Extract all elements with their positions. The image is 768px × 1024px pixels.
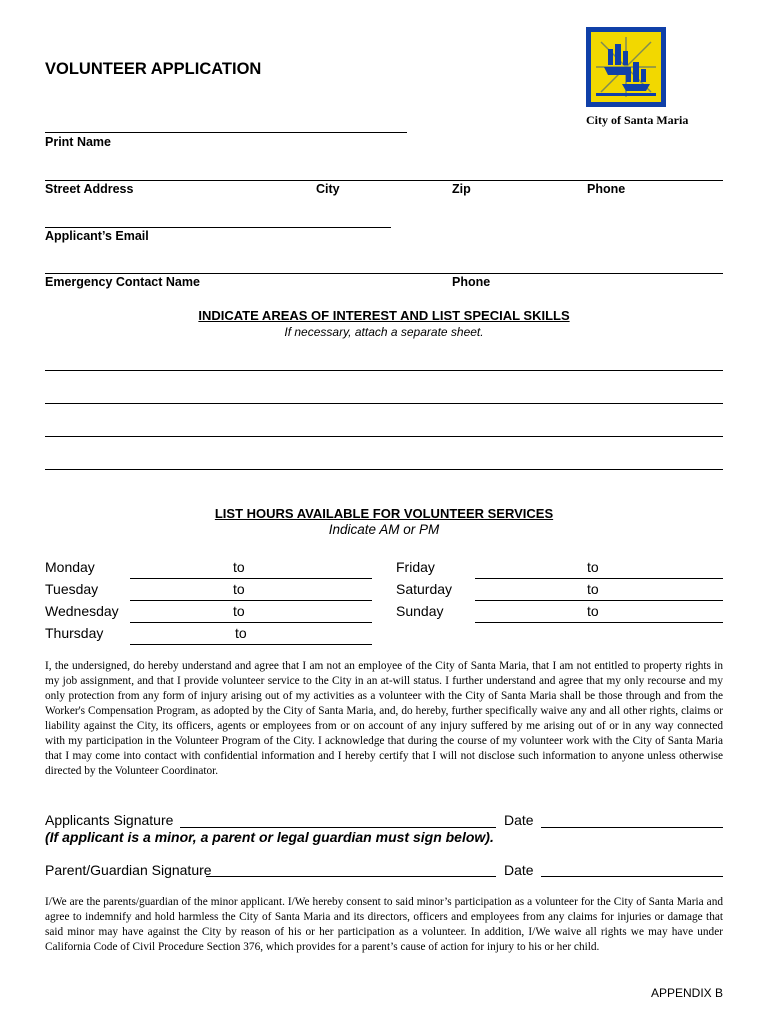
hours-subheading: Indicate AM or PM [328, 522, 440, 537]
parent-date-line[interactable] [541, 876, 723, 877]
emergency-contact-line[interactable] [45, 273, 723, 274]
parent-signature-line[interactable] [206, 876, 496, 877]
city-seal-ships-icon [586, 27, 666, 107]
email-line[interactable] [45, 227, 391, 228]
address-line[interactable] [45, 180, 723, 181]
guardian-paragraph: I/We are the parents/guardian of the minor applicant. I/We hereby consent to said minor’s participation as a volunteer for the City of Santa Maria and agree to indemnify and hold harmless the City of Santa Maria and its directors, officers and employees from any claims for injuries or damage that said minor may have against the City by reason of his or her participation as a volunteer. In addition, I/We waive all rights we may have under California Code of Civil Procedure Section 376, which provides for a parent’s cause of action for injury to his or her child. [45, 896, 723, 953]
applicant-email-label: Applicant’s Email [45, 229, 149, 243]
emergency-phone-label: Phone [452, 275, 491, 289]
to-label: to [233, 603, 245, 619]
applicant-date-line[interactable] [541, 827, 723, 828]
day-saturday: Saturday [396, 581, 453, 597]
thursday-hours-line[interactable] [130, 644, 372, 645]
zip-label: Zip [452, 182, 471, 196]
appendix-label: APPENDIX B [650, 986, 723, 1000]
print-name-line[interactable] [45, 132, 407, 133]
to-label: to [587, 559, 599, 575]
to-label: to [233, 581, 245, 597]
hours-heading: LIST HOURS AVAILABLE FOR VOLUNTEER SERVICES [214, 506, 554, 521]
phone-label: Phone [587, 182, 626, 196]
emergency-contact-label: Emergency Contact Name [45, 275, 200, 289]
saturday-hours-line[interactable] [475, 600, 723, 601]
interests-heading: INDICATE AREAS OF INTEREST AND LIST SPECIAL SKILLS [198, 308, 570, 323]
page-title: VOLUNTEER APPLICATION [45, 60, 262, 78]
day-wednesday: Wednesday [45, 603, 119, 619]
skills-line-1[interactable] [45, 370, 723, 371]
tuesday-hours-line[interactable] [130, 600, 372, 601]
agreement-paragraph: I, the undersigned, do hereby understand and agree that I am not an employee of the City of Santa Maria, that I am not entitled to property rights in my job assignment, and that I provide volunteer service to the City in an at-will status. I further understand and agree that my only recourse and my only protection from any form of injury arising out of my activities as a volunteer with the City of Santa Maria shall be those through and from the Worker's Compensation Program, as adopted by the City of Santa Maria, and, do hereby, further specifically waive any and all other rights, claims or liability against the City, its officers, agents or employees from or on account of any injury suffered by me arising out of or in any way connected with my participation in the Volunteer Program of the City. I acknowledge that during the course of my volunteer work with the City of Santa Maria that I may come into contact with confidential information and I hereby certify that I will not disclose such information to anyone unless otherwise directed by the Volunteer Coordinator. [45, 660, 723, 777]
monday-hours-line[interactable] [130, 578, 372, 579]
street-address-label: Street Address [45, 182, 134, 196]
applicant-signature-label: Applicants Signature [45, 812, 174, 828]
parent-date-label: Date [504, 862, 534, 878]
day-monday: Monday [45, 559, 95, 575]
day-sunday: Sunday [396, 603, 444, 619]
skills-line-3[interactable] [45, 436, 723, 437]
day-friday: Friday [396, 559, 435, 575]
wednesday-hours-line[interactable] [130, 622, 372, 623]
skills-line-2[interactable] [45, 403, 723, 404]
applicant-signature-line[interactable] [180, 827, 496, 828]
to-label: to [235, 625, 247, 641]
to-label: to [587, 603, 599, 619]
sunday-hours-line[interactable] [475, 622, 723, 623]
friday-hours-line[interactable] [475, 578, 723, 579]
interests-subheading: If necessary, attach a separate sheet. [284, 325, 484, 339]
to-label: to [233, 559, 245, 575]
applicant-date-label: Date [504, 812, 534, 828]
skills-line-4[interactable] [45, 469, 723, 470]
city-name: City of Santa Maria [586, 113, 689, 127]
to-label: to [587, 581, 599, 597]
minor-note: (If applicant is a minor, a parent or legal guardian must sign below). [45, 829, 494, 845]
city-label: City [316, 182, 340, 196]
day-tuesday: Tuesday [45, 581, 99, 597]
parent-signature-label: Parent/Guardian Signature [45, 862, 212, 878]
print-name-label: Print Name [45, 135, 111, 149]
day-thursday: Thursday [45, 625, 104, 641]
